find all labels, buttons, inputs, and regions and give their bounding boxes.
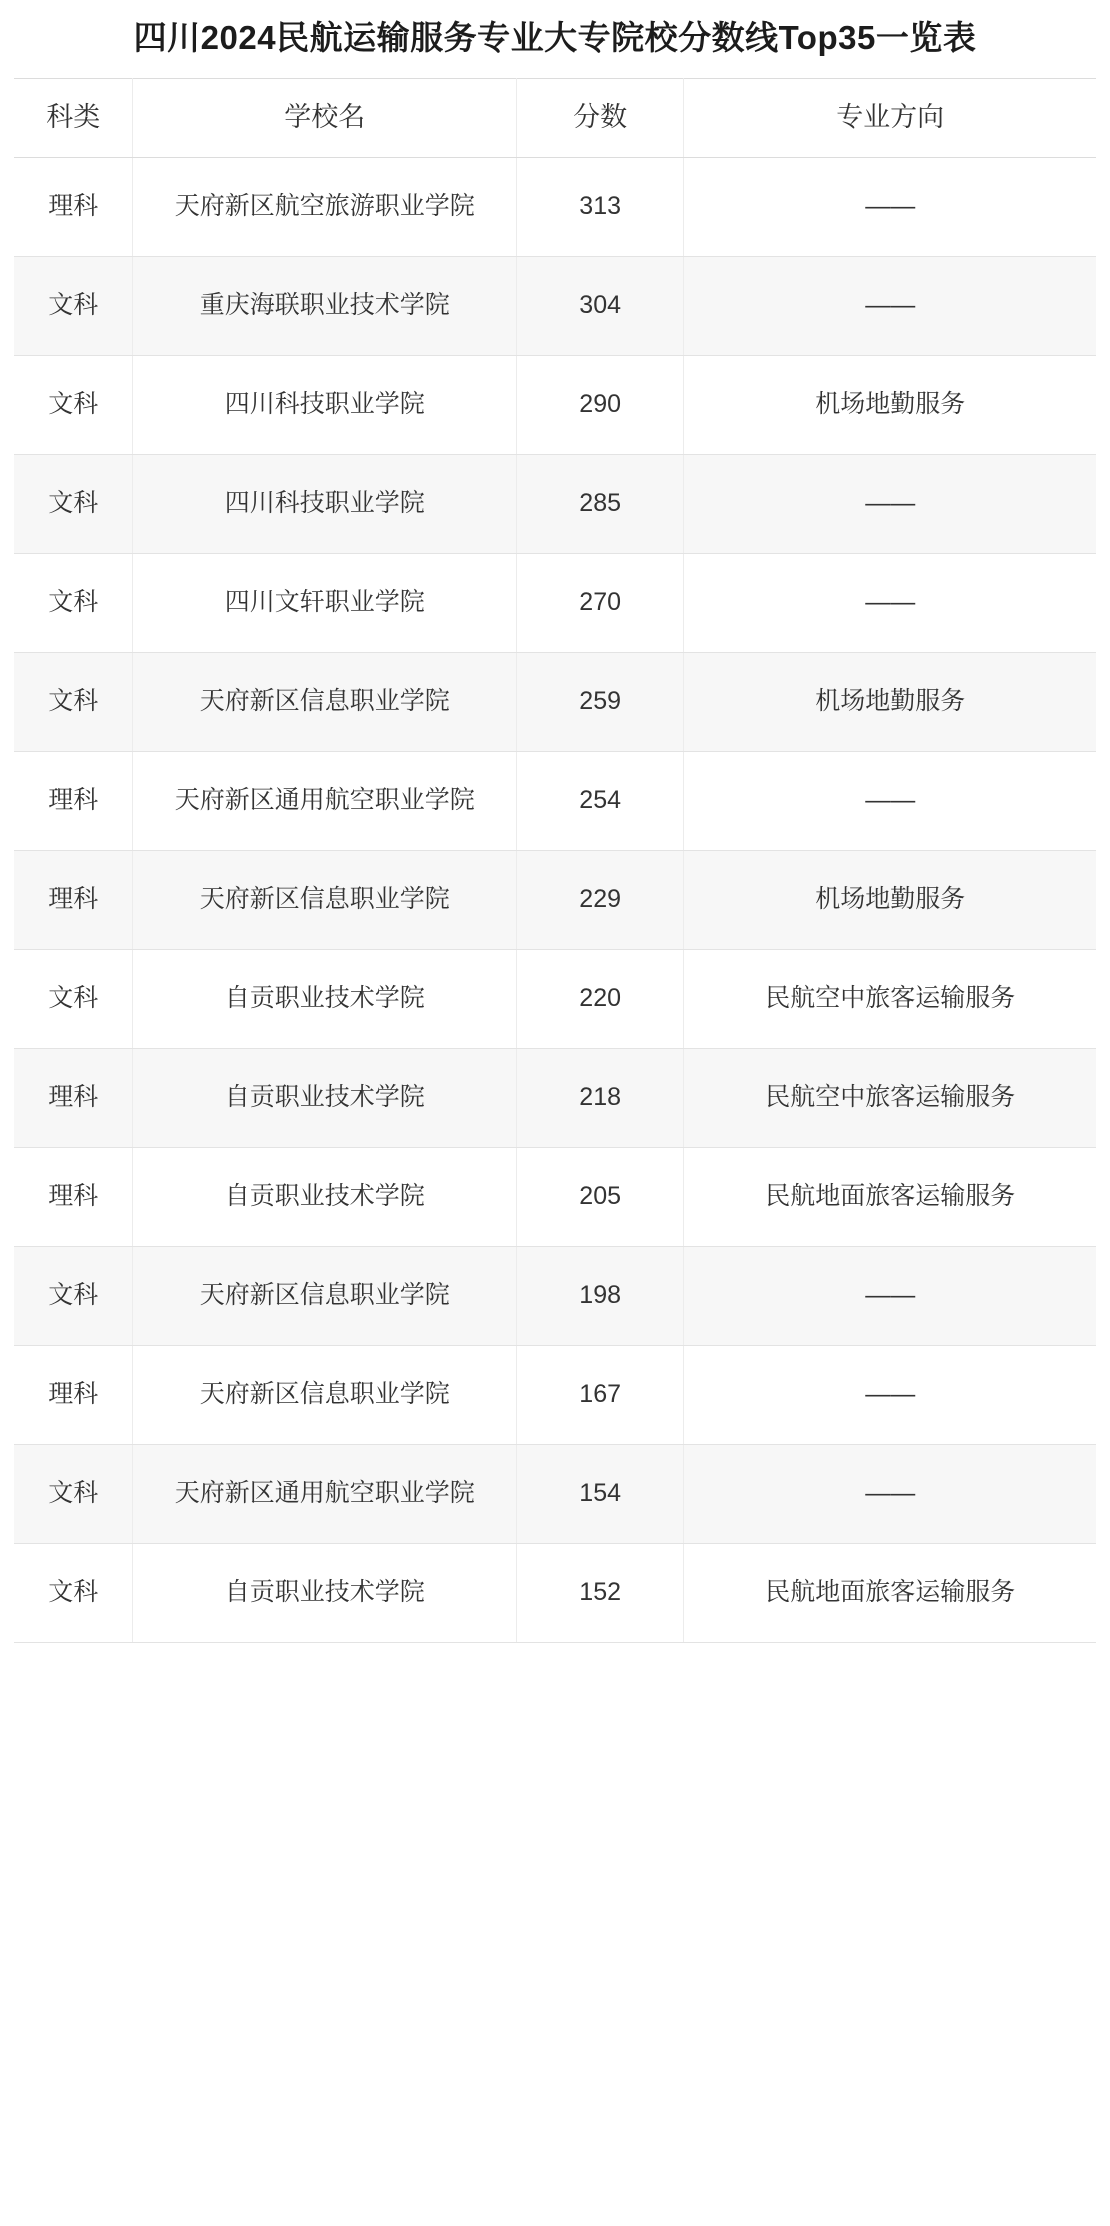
cell-score: 205 — [516, 1147, 683, 1246]
cell-score: 285 — [516, 454, 683, 553]
cell-score: 220 — [516, 949, 683, 1048]
cell-type: 文科 — [14, 652, 133, 751]
cell-school: 天府新区信息职业学院 — [133, 1246, 516, 1345]
cell-school: 自贡职业技术学院 — [133, 1147, 516, 1246]
cell-type: 理科 — [14, 1345, 133, 1444]
table-row — [14, 355, 1096, 454]
cell-type: 文科 — [14, 553, 133, 652]
cell-type: 文科 — [14, 1444, 133, 1543]
cell-major: —— — [684, 454, 1096, 553]
cell-type: 理科 — [14, 1048, 133, 1147]
cell-major: 民航空中旅客运输服务 — [684, 949, 1096, 1048]
cell-school: 天府新区信息职业学院 — [133, 1345, 516, 1444]
cell-score: 259 — [516, 652, 683, 751]
cell-school: 自贡职业技术学院 — [133, 1543, 516, 1642]
table-body — [14, 157, 1096, 1642]
cell-school: 天府新区信息职业学院 — [133, 652, 516, 751]
page-title: 四川2024民航运输服务专业大专院校分数线Top35一览表 — [133, 19, 977, 56]
cell-score: 254 — [516, 751, 683, 850]
cell-major: —— — [684, 553, 1096, 652]
cell-type: 理科 — [14, 850, 133, 949]
cell-type: 理科 — [14, 1147, 133, 1246]
cell-score: 313 — [516, 157, 683, 256]
table-row — [14, 1444, 1096, 1543]
column-header-major: 专业方向 — [684, 78, 1096, 157]
cell-type: 文科 — [14, 949, 133, 1048]
column-header-type: 科类 — [14, 78, 133, 157]
cell-score: 229 — [516, 850, 683, 949]
table-row — [14, 553, 1096, 652]
table-row — [14, 454, 1096, 553]
cell-score: 198 — [516, 1246, 683, 1345]
cell-major: 民航地面旅客运输服务 — [684, 1543, 1096, 1642]
cell-school: 天府新区通用航空职业学院 — [133, 751, 516, 850]
table-header — [14, 78, 1096, 157]
cell-score: 290 — [516, 355, 683, 454]
cell-major: 机场地勤服务 — [684, 652, 1096, 751]
cell-school: 自贡职业技术学院 — [133, 949, 516, 1048]
cell-type: 文科 — [14, 355, 133, 454]
cell-major: —— — [684, 256, 1096, 355]
cell-major: —— — [684, 1345, 1096, 1444]
cell-major: —— — [684, 1444, 1096, 1543]
table-row — [14, 1246, 1096, 1345]
cell-major: 机场地勤服务 — [684, 355, 1096, 454]
cell-type: 文科 — [14, 1543, 133, 1642]
cell-type: 理科 — [14, 751, 133, 850]
cell-school: 四川科技职业学院 — [133, 454, 516, 553]
cell-school: 四川科技职业学院 — [133, 355, 516, 454]
cell-major: —— — [684, 751, 1096, 850]
cell-school: 自贡职业技术学院 — [133, 1048, 516, 1147]
table-row — [14, 751, 1096, 850]
cell-type: 理科 — [14, 157, 133, 256]
column-header-school: 学校名 — [133, 78, 516, 157]
table-row — [14, 256, 1096, 355]
cell-school: 天府新区航空旅游职业学院 — [133, 157, 516, 256]
cell-major: —— — [684, 157, 1096, 256]
table-row — [14, 1048, 1096, 1147]
cell-major: —— — [684, 1246, 1096, 1345]
cell-score: 154 — [516, 1444, 683, 1543]
table-header-row — [14, 78, 1096, 157]
cell-score: 270 — [516, 553, 683, 652]
cell-school: 四川文轩职业学院 — [133, 553, 516, 652]
cell-score: 218 — [516, 1048, 683, 1147]
cell-school: 天府新区通用航空职业学院 — [133, 1444, 516, 1543]
cell-major: 机场地勤服务 — [684, 850, 1096, 949]
cell-score: 167 — [516, 1345, 683, 1444]
cell-school: 重庆海联职业技术学院 — [133, 256, 516, 355]
column-header-score: 分数 — [516, 78, 683, 157]
cell-type: 文科 — [14, 454, 133, 553]
cell-score: 152 — [516, 1543, 683, 1642]
table-row — [14, 157, 1096, 256]
table-row — [14, 1147, 1096, 1246]
table-row — [14, 850, 1096, 949]
table-row — [14, 949, 1096, 1048]
cell-score: 304 — [516, 256, 683, 355]
cell-major: 民航地面旅客运输服务 — [684, 1147, 1096, 1246]
table-row — [14, 1345, 1096, 1444]
table-row — [14, 1543, 1096, 1642]
table-row — [14, 652, 1096, 751]
cell-type: 文科 — [14, 256, 133, 355]
cell-type: 文科 — [14, 1246, 133, 1345]
cell-major: 民航空中旅客运输服务 — [684, 1048, 1096, 1147]
score-table — [14, 78, 1096, 1643]
cell-school: 天府新区信息职业学院 — [133, 850, 516, 949]
